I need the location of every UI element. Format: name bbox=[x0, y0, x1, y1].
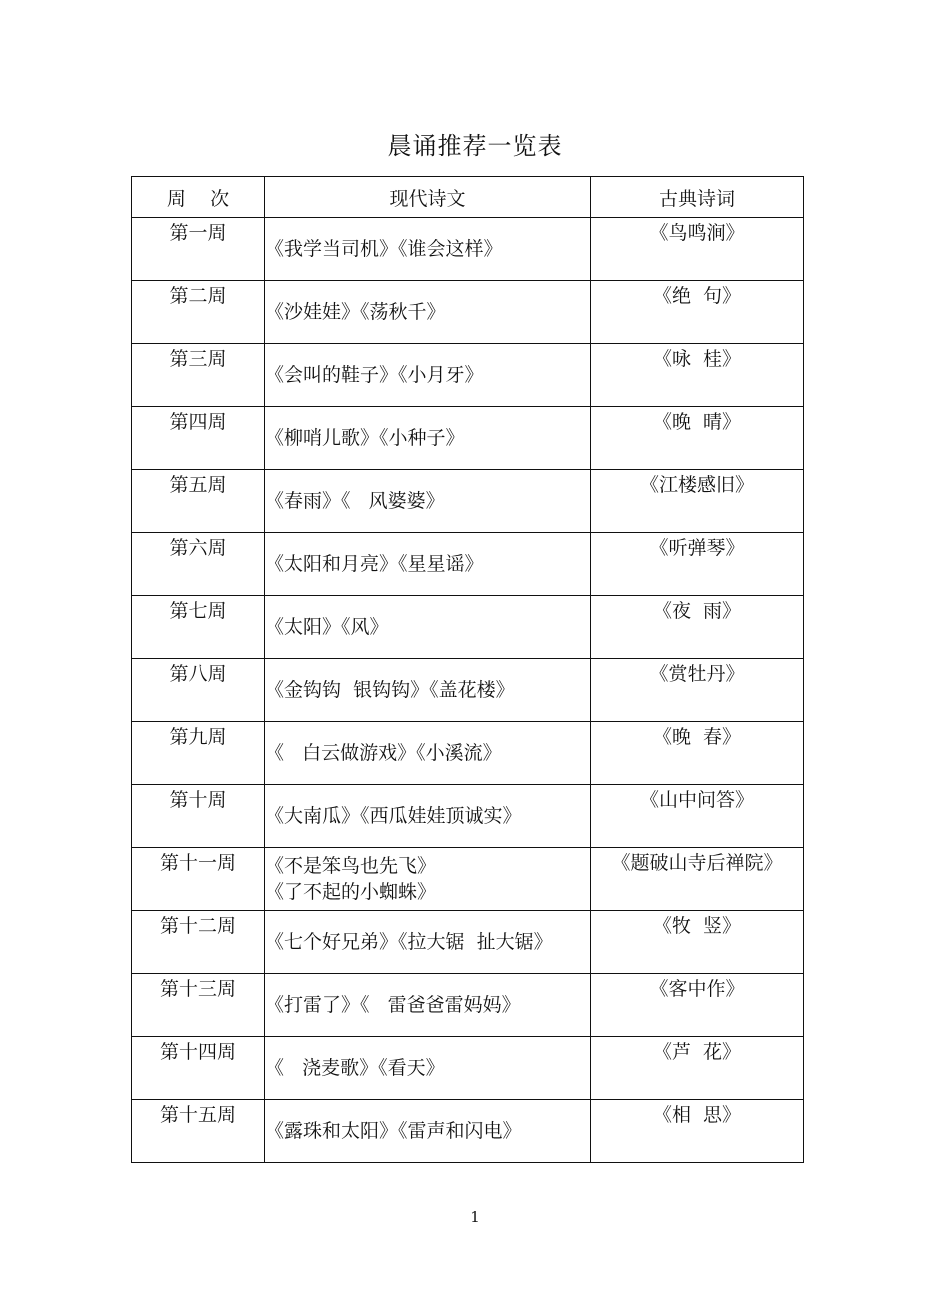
modern-poem-title: 《打雷了》《 雷爸爸雷妈妈》 bbox=[265, 994, 521, 1016]
table-body bbox=[132, 218, 804, 1163]
classical-poetry-cell: 《山中问答》 bbox=[591, 785, 804, 848]
modern-poem-title: 《沙娃娃》《荡秋千》 bbox=[265, 301, 446, 323]
table-row bbox=[132, 848, 804, 911]
modern-poem-title: 《 浇麦歌》《看天》 bbox=[265, 1057, 445, 1079]
table-row bbox=[132, 785, 804, 848]
table-row bbox=[132, 722, 804, 785]
week-cell: 第十二周 bbox=[132, 911, 265, 974]
classical-poetry-cell: 《晚 春》 bbox=[591, 722, 804, 785]
modern-poetry-cell bbox=[265, 533, 591, 596]
table-row bbox=[132, 1100, 804, 1163]
header-classical-poetry: 古典诗词 bbox=[591, 177, 804, 218]
classical-poetry-cell: 《听弹琴》 bbox=[591, 533, 804, 596]
modern-poetry-cell bbox=[265, 848, 591, 911]
modern-poetry-cell bbox=[265, 1100, 591, 1163]
document-title: 晨诵推荐一览表 bbox=[387, 132, 563, 160]
header-week: 周 次 bbox=[132, 177, 265, 218]
modern-poem-title: 《会叫的鞋子》《小月牙》 bbox=[265, 364, 484, 386]
classical-poetry-cell: 《题破山寺后禅院》 bbox=[591, 848, 804, 911]
classical-poetry-cell: 《鸟鸣涧》 bbox=[591, 218, 804, 281]
classical-poetry-cell: 《牧 竖》 bbox=[591, 911, 804, 974]
modern-poem-title: 《太阳和月亮》《星星谣》 bbox=[265, 553, 484, 575]
week-cell: 第八周 bbox=[132, 659, 265, 722]
classical-poetry-cell: 《江楼感旧》 bbox=[591, 470, 804, 533]
week-cell: 第五周 bbox=[132, 470, 265, 533]
week-cell: 第十三周 bbox=[132, 974, 265, 1037]
table-row bbox=[132, 596, 804, 659]
header-modern-poetry: 现代诗文 bbox=[265, 177, 591, 218]
modern-poem-title: 《大南瓜》《西瓜娃娃顶诚实》 bbox=[265, 805, 522, 827]
table-row bbox=[132, 344, 804, 407]
classical-poetry-cell: 《客中作》 bbox=[591, 974, 804, 1037]
recitation-table bbox=[131, 176, 804, 1163]
modern-poetry-cell bbox=[265, 407, 591, 470]
classical-poetry-cell: 《芦 花》 bbox=[591, 1037, 804, 1100]
modern-poem-title: 《我学当司机》《谁会这样》 bbox=[265, 238, 503, 260]
classical-poetry-cell: 《赏牡丹》 bbox=[591, 659, 804, 722]
modern-poetry-cell bbox=[265, 470, 591, 533]
week-cell: 第九周 bbox=[132, 722, 265, 785]
classical-poetry-cell: 《晚 晴》 bbox=[591, 407, 804, 470]
classical-poetry-cell: 《咏 桂》 bbox=[591, 344, 804, 407]
week-cell: 第三周 bbox=[132, 344, 265, 407]
page-number: 1 bbox=[470, 1208, 480, 1226]
modern-poetry-cell bbox=[265, 344, 591, 407]
modern-poetry-cell bbox=[265, 722, 591, 785]
modern-poetry-cell bbox=[265, 1037, 591, 1100]
table-row bbox=[132, 218, 804, 281]
modern-poem-title: 《露珠和太阳》《雷声和闪电》 bbox=[265, 1120, 522, 1142]
table-row bbox=[132, 281, 804, 344]
modern-poem-title: 《春雨》《 风婆婆》 bbox=[265, 490, 445, 512]
modern-poem-title: 《 白云做游戏》《小溪流》 bbox=[265, 742, 502, 764]
modern-poetry-cell bbox=[265, 596, 591, 659]
table-row bbox=[132, 659, 804, 722]
week-cell: 第十一周 bbox=[132, 848, 265, 911]
modern-poetry-cell bbox=[265, 785, 591, 848]
modern-poem-title: 《不是笨鸟也先飞》 bbox=[265, 855, 437, 877]
classical-poetry-cell: 《相 思》 bbox=[591, 1100, 804, 1163]
week-cell: 第一周 bbox=[132, 218, 265, 281]
modern-poem-title: 《了不起的小蜘蛛》 bbox=[265, 881, 437, 903]
week-cell: 第十四周 bbox=[132, 1037, 265, 1100]
table-row bbox=[132, 470, 804, 533]
classical-poetry-cell: 《夜 雨》 bbox=[591, 596, 804, 659]
table-row bbox=[132, 533, 804, 596]
week-cell: 第六周 bbox=[132, 533, 265, 596]
modern-poem-title: 《太阳》《风》 bbox=[265, 616, 389, 638]
table-header-row bbox=[132, 177, 804, 218]
modern-poem-title: 《七个好兄弟》《拉大锯 扯大锯》 bbox=[265, 931, 553, 953]
table-row bbox=[132, 974, 804, 1037]
modern-poem-title: 《柳哨儿歌》《小种子》 bbox=[265, 427, 465, 449]
modern-poem-title: 《金钩钩 银钩钩》《盖花楼》 bbox=[265, 679, 515, 701]
week-cell: 第二周 bbox=[132, 281, 265, 344]
week-cell: 第四周 bbox=[132, 407, 265, 470]
modern-poetry-cell bbox=[265, 281, 591, 344]
table-row bbox=[132, 1037, 804, 1100]
week-cell: 第七周 bbox=[132, 596, 265, 659]
modern-poetry-cell bbox=[265, 911, 591, 974]
table-row bbox=[132, 407, 804, 470]
week-cell: 第十五周 bbox=[132, 1100, 265, 1163]
table-row bbox=[132, 911, 804, 974]
modern-poetry-cell bbox=[265, 218, 591, 281]
classical-poetry-cell: 《绝 句》 bbox=[591, 281, 804, 344]
week-cell: 第十周 bbox=[132, 785, 265, 848]
modern-poetry-cell bbox=[265, 659, 591, 722]
modern-poetry-cell bbox=[265, 974, 591, 1037]
